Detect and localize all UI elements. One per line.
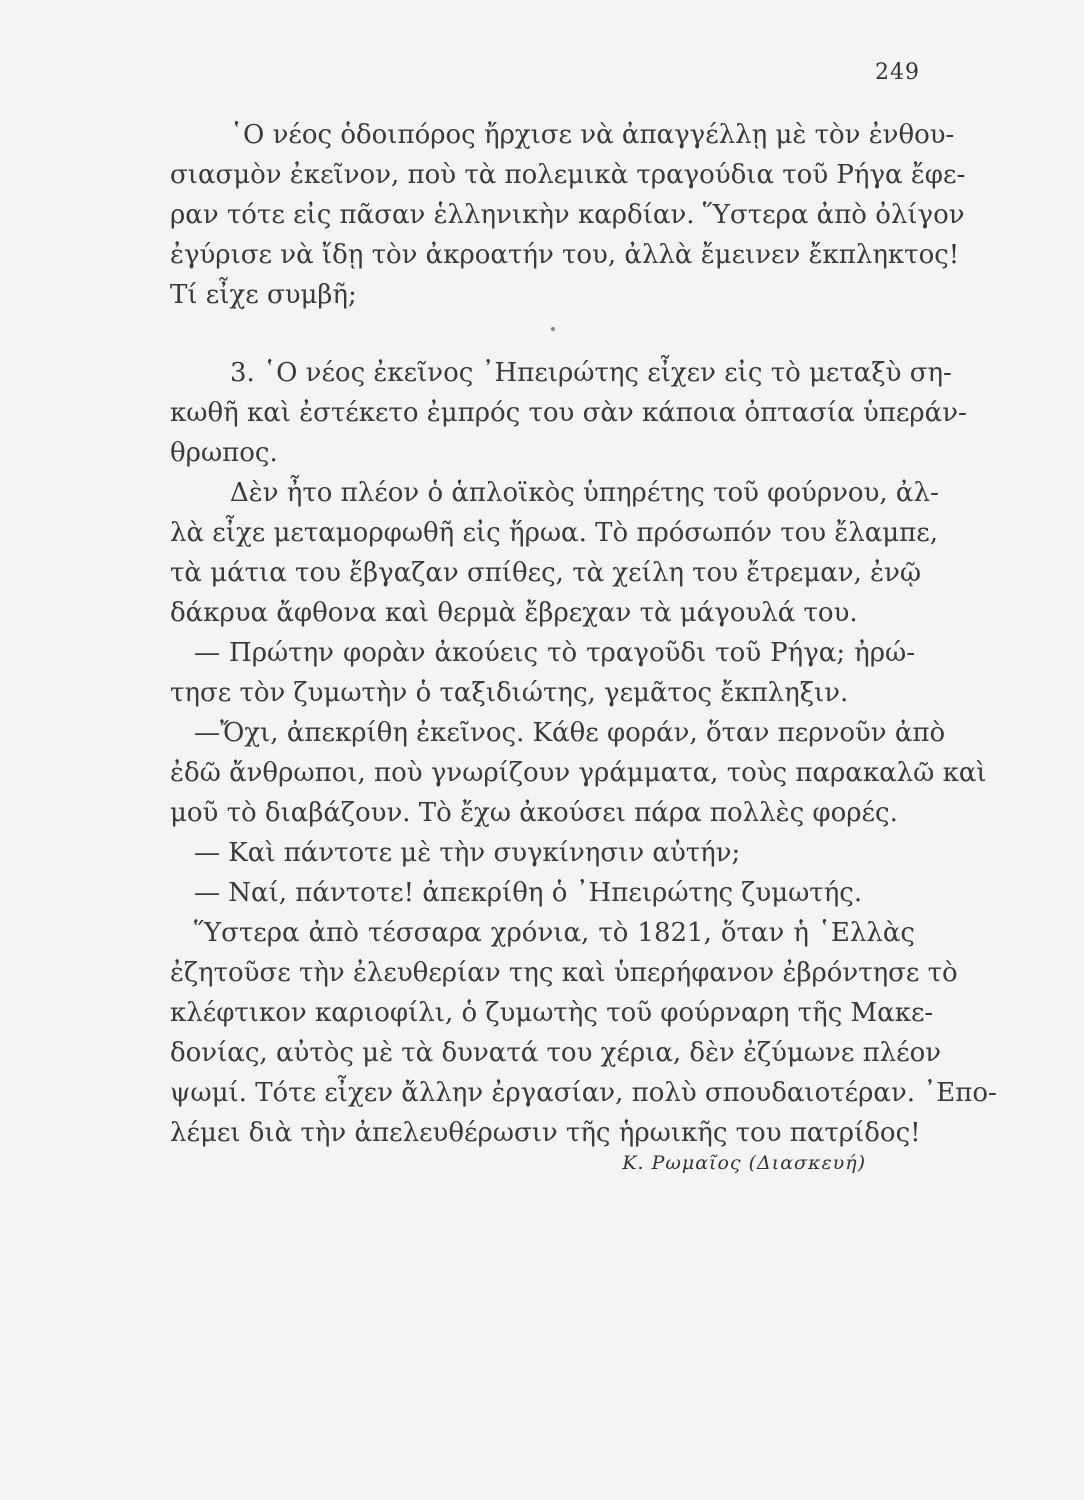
text-line: λέμει διὰ τὴν ἀπελευθέρωσιν τῆς ἡρωικῆς του πατρίδος! xyxy=(170,1118,921,1148)
text-line: ῾Ο νέος ὁδοιπόρος ἤρχισε νὰ ἀπαγγέλλῃ μὲ τὸν ἐνθου- xyxy=(230,120,955,150)
dialogue-line: — Καὶ πάντοτε μὲ τὴν συγκίνησιν αὐτήν; xyxy=(194,838,741,868)
text-line: 3. ῾Ο νέος ἐκεῖνος ᾿Ηπειρώτης εἶχεν εἰς τὸ μεταξὺ ση- xyxy=(230,358,952,388)
text-line: ραν τότε εἰς πᾶσαν ἑλληνικὴν καρδίαν. Ὕστερα ἀπὸ ὀλίγον xyxy=(170,200,965,230)
author-signature: Κ. Ρωμαῖος (Διασκευή) xyxy=(622,1152,866,1174)
text-line: Δὲν ἦτο πλέον ὁ ἁπλοϊκὸς ὑπηρέτης τοῦ φούρνου, ἀλ- xyxy=(230,478,939,508)
dialogue-line: μοῦ τὸ διαβάζουν. Τὸ ἔχω ἀκούσει πάρα πολλὲς φορές. xyxy=(170,798,898,828)
main-section xyxy=(170,353,997,1153)
text-line: ἐγύρισε νὰ ἴδῃ τὸν ἀκροατήν του, ἀλλὰ ἔμεινεν ἔκπληκτος! xyxy=(170,240,960,270)
dialogue-line: ἐδῶ ἄνθρωποι, ποὺ γνωρίζουν γράμματα, τοὺς παρακαλῶ καὶ xyxy=(170,758,987,788)
dialogue-line: τησε τὸν ζυμωτὴν ὁ ταξιδιώτης, γεμᾶτος ἔκπληξιν. xyxy=(170,678,849,708)
dialogue-line: — Ναί, πάντοτε! ἀπεκρίθη ὁ ᾿Ηπειρώτης ζυμωτής. xyxy=(194,878,863,908)
text-line: κλέφτικον καριοφίλι, ὁ ζυμωτὴς τοῦ φούρναρη τῆς Μακε- xyxy=(170,998,934,1028)
text-line: δονίας, αὐτὸς μὲ τὰ δυνατά του χέρια, δὲν ἐζύμωνε πλέον xyxy=(170,1038,942,1068)
text-line: ἐζητοῦσε τὴν ἐλευθερίαν της καὶ ὑπερήφανον ἐβρόντησε τὸ xyxy=(170,958,958,988)
paragraph-1 xyxy=(170,115,966,315)
text-line: ψωμί. Τότε εἶχεν ἄλλην ἐργασίαν, πολὺ σπουδαιοτέραν. ᾿Επο- xyxy=(170,1078,997,1108)
text-line: δάκρυα ἄφθονα καὶ θερμὰ ἔβρεχαν τὰ μάγουλά του. xyxy=(170,598,858,628)
ink-speck xyxy=(551,327,555,331)
dialogue-line: —Ὄχι, ἀπεκρίθη ἐκεῖνος. Κάθε φοράν, ὅταν περνοῦν ἀπὸ xyxy=(194,718,946,748)
text-line: λὰ εἶχε μεταμορφωθῆ εἰς ἥρωα. Τὸ πρόσωπόν του ἔλαμπε, xyxy=(170,518,939,548)
text-line: θρωπος. xyxy=(170,438,278,468)
text-line: Τί εἶχε συμβῆ; xyxy=(170,280,357,310)
text-line: τὰ μάτια του ἔβγαζαν σπίθες, τὰ χείλη του ἔτρεμαν, ἐνῷ xyxy=(170,558,922,588)
page-number: 249 xyxy=(875,60,920,85)
text-line: Ὕστερα ἀπὸ τέσσαρα χρόνια, τὸ 1821, ὅταν ἡ ῾Ελλὰς xyxy=(194,918,915,948)
text-line: σιασμὸν ἐκεῖνον, ποὺ τὰ πολεμικὰ τραγούδια τοῦ Ρήγα ἔφε- xyxy=(170,160,966,190)
text-line: κωθῆ καὶ ἐστέκετο ἐμπρός του σὰν κάποια ὀπτασία ὑπεράν- xyxy=(170,398,967,428)
dialogue-line: — Πρώτην φορὰν ἀκούεις τὸ τραγοῦδι τοῦ Ρήγα; ἠρώ- xyxy=(194,638,915,668)
